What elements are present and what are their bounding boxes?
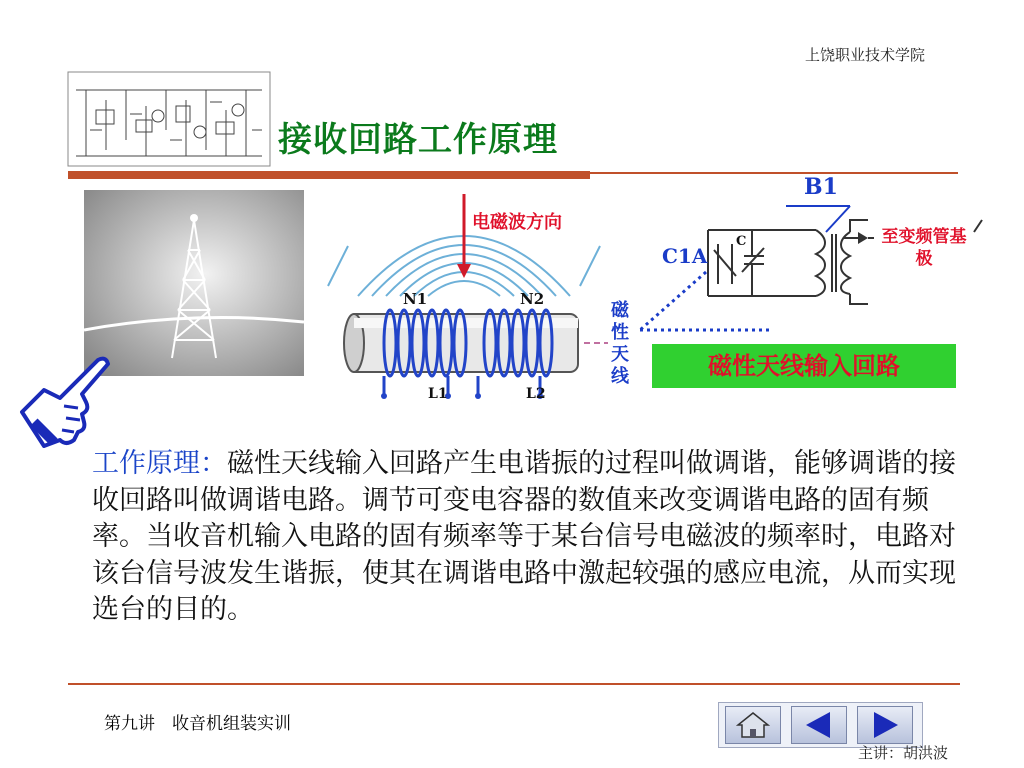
body-paragraph [92, 446, 962, 629]
pointing-hand-icon [14, 350, 114, 450]
b1-label: B1 [804, 174, 838, 200]
to-mixer-base-label: 至变频管基极 [881, 227, 967, 269]
circuit-schematic-thumbnail [66, 70, 272, 168]
magnetic-antenna-label: 磁性天线 [611, 300, 629, 387]
footer-course-title: 第九讲 收音机组装实训 [104, 714, 291, 734]
coil-n1-label: N1 [403, 290, 428, 308]
wave-direction-label: 电磁波方向 [472, 212, 562, 233]
c1a-label: C1A [662, 244, 708, 268]
page-title: 接收回路工作原理 [278, 120, 558, 160]
input-circuit-banner: 磁性天线输入回路 [652, 344, 956, 388]
body-lead: 工作原理： [92, 448, 227, 479]
next-button[interactable] [857, 706, 913, 744]
home-icon [726, 707, 780, 743]
home-button[interactable] [725, 706, 781, 744]
coil-n2-label: N2 [520, 290, 545, 308]
coil-l2-label: L2 [526, 386, 546, 402]
previous-arrow-icon [792, 707, 846, 743]
coil-l1-label: L1 [428, 386, 448, 402]
next-arrow-icon [858, 707, 912, 743]
institution-name: 上饶职业技术学院 [805, 46, 926, 64]
previous-button[interactable] [791, 706, 847, 744]
capacitor-c-label: C [736, 234, 747, 249]
ferrite-antenna-diagram [318, 186, 610, 408]
body-text: 磁性天线输入回路产生电谐振的过程叫做调谐，能够调谐的接收回路叫做调谐电路。调节可变电容器的数值来改变调谐电路的固有频率。当收音机输入电路的固有频率等于某台信号电磁波的频率时，电路对该台信号波发生谐振，使其在调谐电路中激起较强的感应电流，从而实现选台的目的。 [92, 448, 956, 625]
radio-tower-image [84, 190, 304, 376]
lecturer-name: 主讲：胡洪波 [858, 744, 949, 762]
footer-divider [68, 683, 960, 685]
